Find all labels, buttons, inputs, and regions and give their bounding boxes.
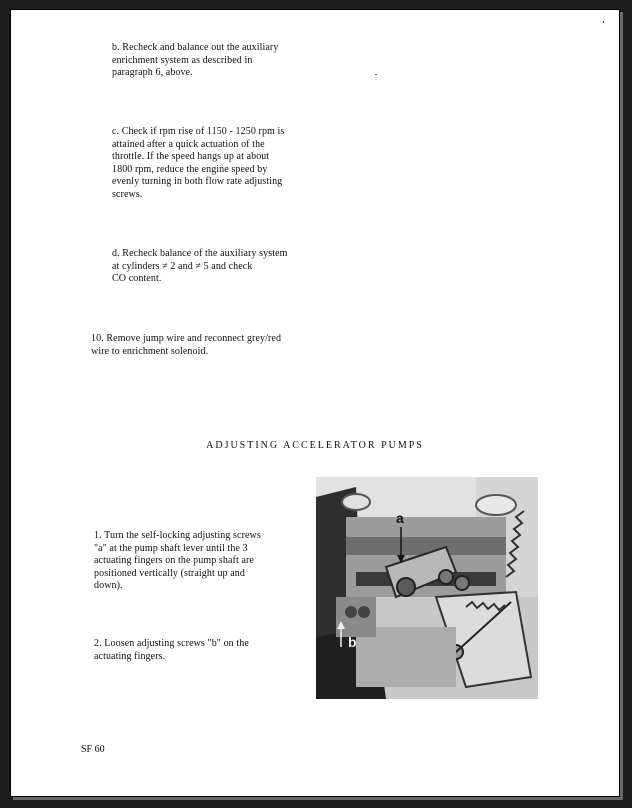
step-2: 2. Loosen adjusting screws "b" on the actuating fingers.	[94, 638, 249, 662]
paragraph-c: c. Check if rpm rise of 1150 - 1250 rpm is attained after a quick actuation of the throttle. If the speed hangs up at about 1800 rpm, reduce the engine speed by evenly turning in both flow rate adjusting screws.	[112, 126, 285, 200]
page-footer: SF 60	[81, 744, 105, 755]
document-page	[10, 9, 620, 797]
scan-speck	[603, 21, 604, 23]
scan-speck	[375, 74, 377, 75]
photo-label-a: a	[396, 510, 404, 526]
step-1: 1. Turn the self-locking adjusting screws "a" at the pump shaft lever until the 3 actuating fingers on the pump shaft are positioned vertically (straight up and down).	[94, 530, 261, 592]
section-heading: ADJUSTING ACCELERATOR PUMPS	[206, 440, 424, 451]
carburetor-photo	[316, 477, 538, 699]
paragraph-d: d. Recheck balance of the auxiliary system at cylinders ≠ 2 and ≠ 5 and check CO content.	[112, 248, 288, 285]
paragraph-b: b. Recheck and balance out the auxiliary enrichment system as described in paragraph 6, above.	[112, 42, 279, 79]
paragraph-10: 10. Remove jump wire and reconnect grey/red wire to enrichment solenoid.	[91, 333, 282, 357]
photo-label-b: b	[348, 634, 357, 650]
